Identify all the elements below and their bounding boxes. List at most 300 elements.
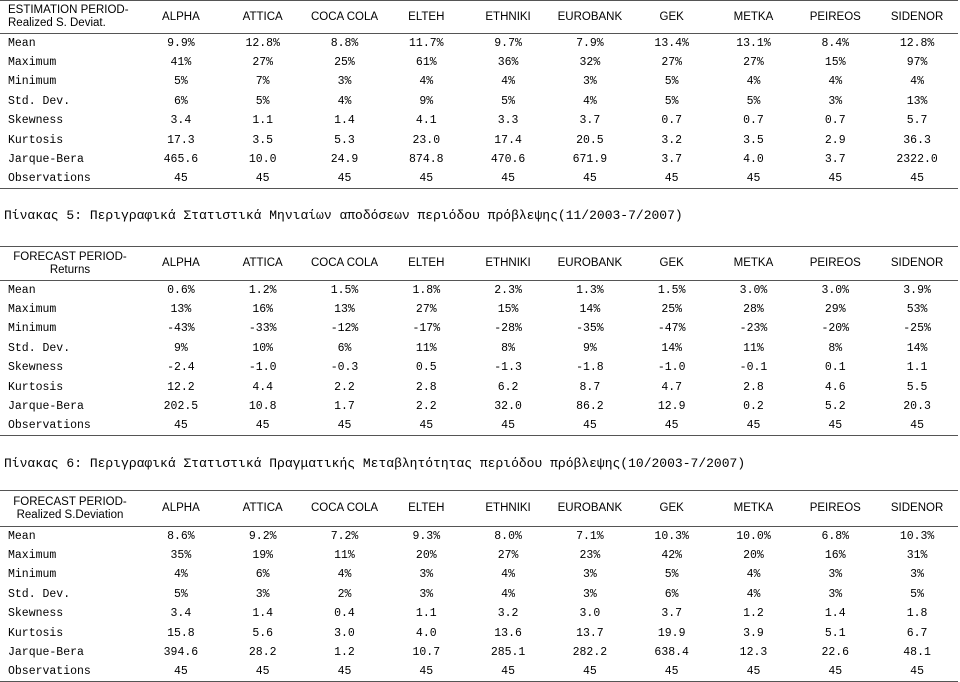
table-cell: 3.9% [903, 283, 931, 297]
table-cell: 36.3 [903, 133, 931, 147]
table-row [0, 72, 958, 91]
table-cell: -25% [903, 322, 931, 336]
table-cell: 202.5 [163, 400, 199, 414]
table-cell: 19% [252, 549, 274, 563]
table-cell: -1.8 [576, 361, 604, 375]
table-cell: 3.7 [661, 607, 683, 621]
table-cell: 7.1% [576, 529, 604, 543]
table-cell: 45 [337, 419, 352, 433]
row-label: Kurtosis [8, 626, 64, 640]
table-cell: 1.4 [824, 607, 846, 621]
column-header: EUROBANK [557, 257, 623, 269]
table-cell: 19.9 [657, 626, 686, 640]
table-row [0, 527, 958, 546]
table-cell: 45 [746, 172, 761, 186]
table-cell: 45 [910, 172, 924, 186]
table-cell: 8% [501, 341, 515, 355]
table-cell: 27% [415, 303, 437, 317]
table-cell: 3% [582, 75, 597, 89]
row-label: Minimum [8, 75, 57, 89]
table-cell: 0.6% [167, 283, 195, 297]
table-cell: 5% [910, 587, 924, 601]
table-cell: 9.3% [412, 529, 441, 543]
table-cell: -1.0 [657, 361, 686, 375]
table-row [0, 416, 958, 435]
table-cell: 9% [419, 94, 434, 108]
table-cell: 45 [910, 419, 924, 433]
column-header: COCA COLA [310, 10, 379, 23]
table-cell: 5% [664, 94, 679, 108]
table-cell: 28% [743, 303, 764, 317]
table-cell: 2322.0 [896, 153, 938, 167]
corner-header-line-2: Realized S.Deviation [16, 508, 124, 521]
table-cell: 874.8 [409, 153, 444, 167]
table-cell: 1.8% [412, 283, 441, 297]
table-cell: 41% [170, 56, 192, 70]
table-cell: 2.3% [494, 283, 522, 297]
table-cell: 4% [746, 568, 761, 582]
table-cell: 3.4 [170, 607, 192, 621]
table-cell: 4% [501, 568, 515, 582]
table-cell: 4.4 [252, 380, 274, 394]
column-header: GEK [659, 257, 684, 269]
table-cell: 17.4 [494, 133, 522, 147]
table-cell: 3.0 [579, 607, 601, 621]
table-cell: 24.9 [330, 153, 359, 167]
table-cell: 3% [419, 587, 434, 601]
table-cell: 36% [497, 56, 519, 70]
table-cell: 14% [906, 341, 928, 355]
column-header: METKA [733, 502, 774, 514]
table-cell: 6.2 [497, 380, 519, 394]
table-cell: 1.1 [252, 114, 274, 128]
table-cell: 394.6 [163, 646, 199, 660]
row-label: Skewness [8, 607, 64, 621]
table-cell: 1.4 [252, 607, 274, 621]
table-cell: 6.8% [821, 529, 850, 543]
table-cell: 10.0 [248, 153, 277, 167]
table-cell: 13.4% [654, 36, 689, 50]
row-label: Maximum [8, 549, 57, 563]
column-header: COCA COLA [310, 257, 379, 269]
column-header: SIDENOR [890, 257, 944, 269]
table-cell: 10.0% [736, 529, 771, 543]
table-cell: 5% [746, 94, 761, 108]
row-label: Skewness [8, 361, 64, 375]
corner-header-line-2: Realized S. Deviat. [8, 17, 106, 29]
table-cell: 1.2 [743, 607, 764, 621]
table-row [0, 300, 958, 319]
table-cell: 0.4 [334, 607, 355, 621]
table-cell: 45 [746, 665, 761, 679]
table-cell: 12.8% [245, 36, 280, 50]
table-cell: 638.4 [654, 646, 689, 660]
table-cell: 3% [828, 94, 843, 108]
table-cell: 10.7 [412, 646, 441, 660]
table-cell: 8.0% [494, 529, 522, 543]
table-cell: 10.3% [654, 529, 689, 543]
table-cell: 13% [334, 303, 355, 317]
table-header-row [0, 247, 958, 281]
table-cell: 11.7% [409, 36, 444, 50]
table-row [0, 377, 958, 396]
table-cell: 45 [501, 172, 515, 186]
row-label: Kurtosis [8, 133, 64, 147]
table-cell: 4.6 [824, 380, 846, 394]
table-cell: 3.7 [661, 153, 683, 167]
table-cell: 0.5 [415, 361, 437, 375]
table-cell: 8% [828, 341, 843, 355]
column-header: ATTICA [242, 502, 283, 514]
row-label: Observations [8, 665, 91, 679]
table-cell: 1.2% [248, 283, 277, 297]
table-cell: 13.6 [494, 626, 522, 640]
table-cell: -12% [330, 322, 359, 336]
table-cell: 45 [828, 665, 843, 679]
table-cell: 470.6 [490, 153, 526, 167]
table-cell: 45 [173, 665, 188, 679]
table-cell: 3% [419, 568, 434, 582]
row-label: Kurtosis [8, 380, 64, 394]
row-label: Minimum [8, 322, 57, 336]
table-cell: 4% [337, 94, 352, 108]
row-label: Mean [8, 36, 36, 50]
table-cell: -33% [248, 322, 277, 336]
table-cell: 0.2 [743, 400, 764, 414]
table-row [0, 34, 958, 53]
table-cell: 45 [337, 172, 352, 186]
table-cell: 12.9 [657, 400, 686, 414]
table-cell: 8.7 [579, 380, 601, 394]
corner-header-line-1: FORECAST PERIOD- [13, 250, 127, 263]
table-corner-header [0, 1, 140, 34]
table-cell: 6% [173, 94, 188, 108]
row-label: Jarque-Bera [8, 153, 84, 167]
table-cell: 2.8 [743, 380, 764, 394]
table-cell: 0.7 [661, 114, 683, 128]
table-cell: 4% [501, 587, 515, 601]
table-row [0, 623, 958, 642]
table-header-row [0, 491, 958, 527]
table-cell: 17.3 [167, 133, 195, 147]
table-cell: 25% [661, 303, 683, 317]
table-cell: 1.5% [657, 283, 686, 297]
table-cell: 5% [501, 94, 515, 108]
table-cell: 28.2 [248, 646, 277, 660]
table-cell: 25% [334, 56, 355, 70]
table-cell: 45 [501, 419, 515, 433]
table-cell: 3.7 [824, 153, 846, 167]
table-cell: 45 [501, 665, 515, 679]
table-cell: 3% [910, 568, 924, 582]
table-cell: 282.2 [572, 646, 608, 660]
table-row [0, 397, 958, 416]
column-header: ELTEH [408, 257, 445, 269]
table-cell: 31% [906, 549, 928, 563]
table-cell: 4.0 [743, 153, 764, 167]
table-cell: 15% [497, 303, 519, 317]
table-cell: 27% [743, 56, 764, 70]
table-cell: 6% [255, 568, 270, 582]
table-cell: 5.7 [906, 114, 928, 128]
column-header: PEIREOS [809, 10, 861, 23]
table-cell: -17% [412, 322, 441, 336]
table-cell: 11% [415, 341, 437, 355]
table-cell: 3% [828, 587, 843, 601]
table-cell: 13% [170, 303, 192, 317]
table-cell: 4% [501, 75, 515, 89]
column-header: ELTEH [408, 10, 445, 23]
row-label: Mean [8, 283, 36, 297]
row-label: Observations [8, 172, 91, 186]
table-cell: -35% [576, 322, 604, 336]
table-row [0, 358, 958, 377]
table-cell: 5% [173, 75, 188, 89]
column-header: ALPHA [162, 10, 200, 23]
table-cell: 1.8 [906, 607, 928, 621]
table-cell: 3.5 [252, 133, 274, 147]
table-cell: -20% [821, 322, 850, 336]
table-cell: 14% [579, 303, 601, 317]
row-label: Std. Dev. [8, 341, 71, 355]
table-cell: 5% [255, 94, 270, 108]
table-cell: 45 [419, 665, 434, 679]
table-cell: 45 [582, 665, 597, 679]
table-cell: 13.7 [576, 626, 604, 640]
table-cell: 45 [173, 419, 188, 433]
table-cell: 29% [824, 303, 846, 317]
row-label: Maximum [8, 56, 57, 70]
table-cell: 10% [252, 341, 274, 355]
table-cell: 0.1 [824, 361, 846, 375]
table-cell: 3% [828, 568, 843, 582]
table-corner-header [0, 247, 140, 281]
table-header-row [0, 1, 958, 34]
row-label: Mean [8, 529, 36, 543]
table-cell: 20.5 [576, 133, 604, 147]
table-cell: 23% [579, 549, 601, 563]
table-cell: 42% [661, 549, 683, 563]
table-cell: 7.9% [576, 36, 604, 50]
table-cell: -1.0 [248, 361, 277, 375]
table-cell: 12.3 [739, 646, 768, 660]
table-cell: 16% [824, 549, 846, 563]
table-cell: 16% [252, 303, 274, 317]
column-header: ELTEH [408, 502, 445, 514]
table-cell: 1.5% [330, 283, 359, 297]
table-row [0, 130, 958, 149]
table-cell: 48.1 [903, 646, 931, 660]
table-cell: 1.1 [415, 607, 437, 621]
table-cell: 4% [173, 568, 188, 582]
row-label: Skewness [8, 114, 64, 128]
table-cell: 13% [906, 94, 928, 108]
table-cell: 45 [255, 419, 270, 433]
table-cell: 4% [910, 75, 924, 89]
table-cell: 45 [664, 419, 679, 433]
table-row [0, 339, 958, 358]
table-cell: 5% [664, 568, 679, 582]
table-cell: 20% [743, 549, 764, 563]
corner-header-line-1: FORECAST PERIOD- [13, 495, 127, 508]
table-cell: 22.6 [821, 646, 850, 660]
table-cell: 285.1 [490, 646, 526, 660]
table-cell: 45 [173, 172, 188, 186]
table-cell: 3.2 [661, 133, 683, 147]
table-row [0, 150, 958, 169]
table-corner-header [0, 491, 140, 527]
table-cell: 9.7% [494, 36, 522, 50]
table-cell: 1.7 [334, 400, 355, 414]
table-cell: 8.6% [167, 529, 195, 543]
column-header: PEIREOS [809, 257, 861, 269]
table-cell: -2.4 [167, 361, 195, 375]
table-cell: 45 [828, 172, 843, 186]
table-cell: 5.6 [252, 626, 274, 640]
table-cell: 97% [906, 56, 928, 70]
table-cell: 45 [255, 665, 270, 679]
table-caption-5: Πίνακας 5: Περιγραφικά Στατιστικά Μηνιαίων αποδόσεων περιόδου πρόβλεψης(11/2003-7/2007) [4, 208, 683, 223]
table-cell: 3.5 [743, 133, 764, 147]
table-cell: 15.8 [167, 626, 195, 640]
table-cell: 6% [664, 587, 679, 601]
table-cell: 45 [582, 419, 597, 433]
table-cell: -0.3 [330, 361, 359, 375]
table-cell: 23.0 [412, 133, 441, 147]
table-cell: 35% [170, 549, 192, 563]
table-cell: 2% [337, 587, 352, 601]
table-cell: 4% [828, 75, 843, 89]
column-header: ATTICA [242, 10, 283, 23]
table-cell: 45 [255, 172, 270, 186]
table-cell: 0.7 [743, 114, 764, 128]
table-row [0, 662, 958, 681]
corner-header-line-1: ESTIMATION PERIOD- [8, 4, 129, 16]
column-header: SIDENOR [890, 10, 944, 23]
table-row [0, 53, 958, 72]
table-cell: 12.2 [167, 380, 195, 394]
column-header: ETHNIKI [485, 257, 531, 269]
table-cell: 1.3% [576, 283, 604, 297]
table-cell: 32% [579, 56, 601, 70]
table-cell: 45 [910, 665, 924, 679]
table-cell: 3% [255, 587, 270, 601]
table-row [0, 281, 958, 300]
column-header: METKA [733, 10, 774, 23]
table-cell: 5.3 [334, 133, 355, 147]
table-cell: 11% [743, 341, 764, 355]
table-cell: 4% [337, 568, 352, 582]
column-header: ALPHA [162, 502, 200, 514]
table-cell: 4% [746, 75, 761, 89]
table-cell: 4.1 [415, 114, 437, 128]
table-cell: 5% [664, 75, 679, 89]
table-cell: 3% [582, 568, 597, 582]
table-cell: 27% [497, 549, 519, 563]
table-cell: 13.1% [736, 36, 771, 50]
table-cell: 45 [419, 419, 434, 433]
table-cell: 15% [824, 56, 846, 70]
table-cell: 5.5 [906, 380, 928, 394]
table-cell: 4% [419, 75, 434, 89]
column-header: ETHNIKI [485, 10, 531, 23]
table-cell: 6% [337, 341, 352, 355]
table-cell: 53% [906, 303, 928, 317]
table-row [0, 319, 958, 338]
table-cell: 27% [661, 56, 683, 70]
table-cell: 1.1 [906, 361, 928, 375]
column-header: GEK [659, 502, 684, 514]
column-header: PEIREOS [809, 502, 861, 514]
table-cell: -47% [657, 322, 686, 336]
table-cell: 45 [419, 172, 434, 186]
row-label: Std. Dev. [8, 94, 71, 108]
column-header: EUROBANK [557, 10, 623, 23]
table-cell: 1.4 [334, 114, 355, 128]
table-cell: 1.2 [334, 646, 355, 660]
row-label: Jarque-Bera [8, 646, 84, 660]
table-cell: 465.6 [163, 153, 199, 167]
row-label: Std. Dev. [8, 587, 71, 601]
table-cell: 14% [661, 341, 683, 355]
table-cell: -43% [167, 322, 195, 336]
column-header: ATTICA [242, 257, 283, 269]
table-cell: 4% [582, 94, 597, 108]
table-row [0, 169, 958, 188]
table-cell: 3.7 [579, 114, 601, 128]
table-cell: 9.2% [248, 529, 277, 543]
table-cell: 3.0% [739, 283, 768, 297]
table-cell: 3% [582, 587, 597, 601]
column-header: COCA COLA [310, 502, 379, 514]
table-cell: 8.8% [330, 36, 359, 50]
table-row [0, 565, 958, 584]
corner-header-line-2: Returns [49, 263, 91, 276]
table-cell: 5.1 [824, 626, 846, 640]
table-cell: 45 [828, 419, 843, 433]
table-cell: 6.7 [906, 626, 928, 640]
table-cell: 671.9 [572, 153, 608, 167]
table-row [0, 92, 958, 111]
table-cell: 86.2 [576, 400, 604, 414]
table-cell: 5.2 [824, 400, 846, 414]
table-cell: 2.2 [415, 400, 437, 414]
table-cell: 45 [337, 665, 352, 679]
table-cell: 2.2 [334, 380, 355, 394]
table-cell: 32.0 [494, 400, 522, 414]
table-cell: 4.0 [415, 626, 437, 640]
table-row [0, 546, 958, 565]
table-cell: 3% [337, 75, 352, 89]
table-cell: 45 [582, 172, 597, 186]
table-cell: 3.4 [170, 114, 192, 128]
table-cell: 4% [746, 587, 761, 601]
column-header: GEK [659, 10, 684, 23]
table-cell: 27% [252, 56, 274, 70]
table-cell: 3.3 [497, 114, 519, 128]
table-cell: -28% [494, 322, 522, 336]
table-cell: 2.9 [824, 133, 846, 147]
table-cell: 7.2% [330, 529, 359, 543]
table-cell: 0.7 [824, 114, 846, 128]
table-cell: 9.9% [167, 36, 195, 50]
table-cell: -23% [739, 322, 768, 336]
table-cell: -0.1 [739, 361, 768, 375]
table-cell: 61% [415, 56, 437, 70]
table-cell: 9% [582, 341, 597, 355]
table-cell: 3.2 [497, 607, 519, 621]
column-header: SIDENOR [890, 502, 944, 514]
